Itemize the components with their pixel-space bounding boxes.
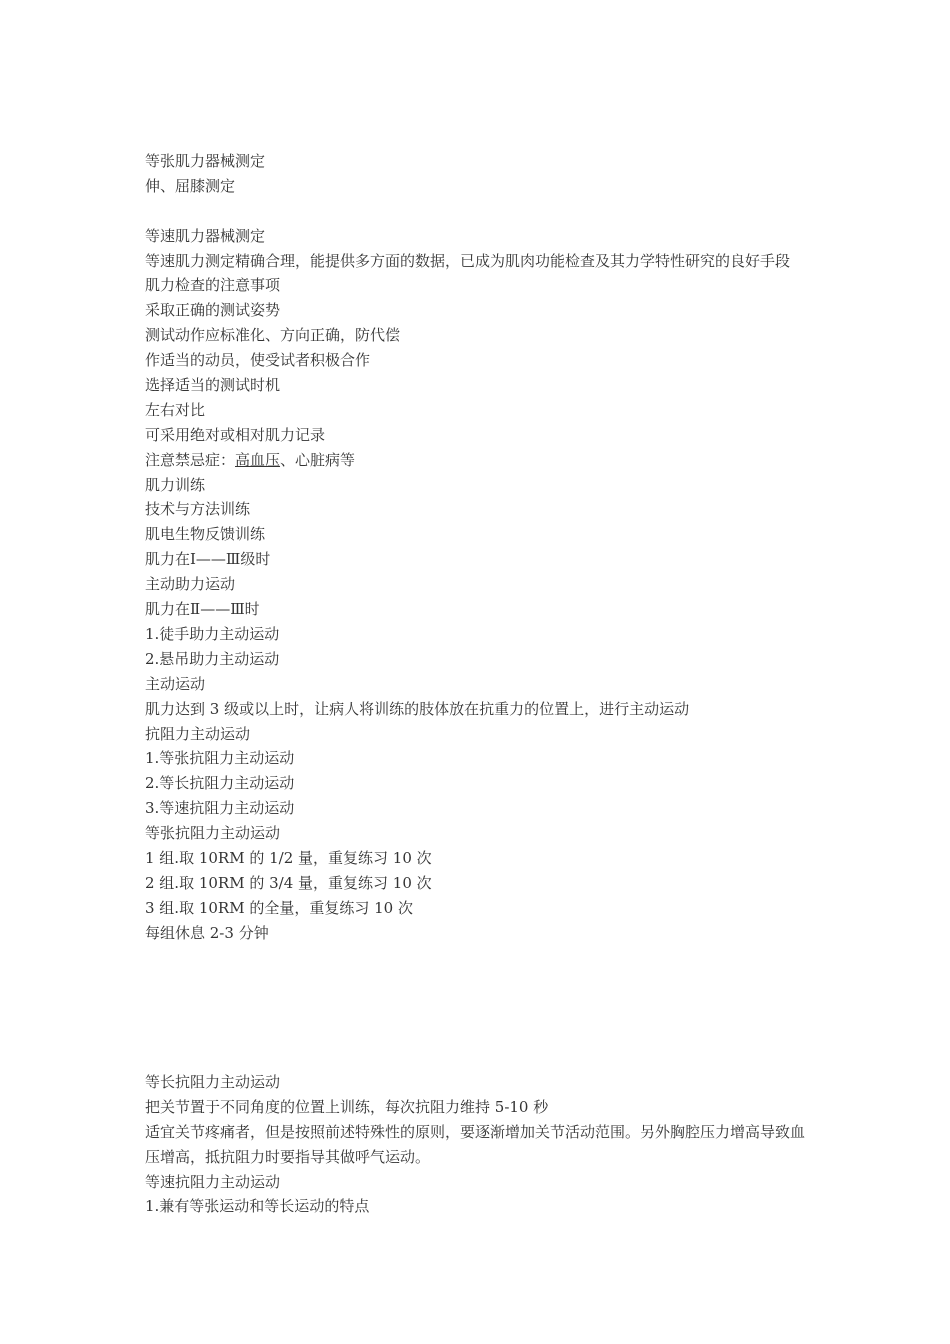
text-line: 等张抗阻力主动运动	[145, 824, 281, 843]
contraindication-line	[145, 448, 815, 473]
text-line: 等速抗阻力主动运动	[145, 1172, 281, 1191]
text-block-1	[145, 149, 815, 946]
text-line: 等速肌力器械测定	[145, 226, 266, 245]
hypertension-link[interactable]: 高血压	[235, 450, 281, 469]
text-line: 等长抗阻力主动运动	[145, 1073, 281, 1091]
text-paragraph: 适宜关节疼痛者，但是按照前述特殊性的原则，要逐渐增加关节活动范围。另外胸腔压力增高导致血压增高，抵抗阻力时要指导其做呼气运动。	[145, 1122, 806, 1166]
text-span: 、心脏病等	[280, 450, 356, 469]
text-span: 注意禁忌症：	[145, 450, 236, 469]
text-line: 测试动作应标准化、方向正确，防代偿	[145, 326, 401, 345]
text-paragraph: 等速肌力测定精确合理，能提供多方面的数据，已成为肌肉功能检查及其力学特性研究的良好手段	[145, 251, 791, 270]
text-line: 抗阻力主动运动	[145, 724, 251, 743]
text-line: 伸、屈膝测定	[145, 176, 236, 195]
text-line: 3.等速抗阻力主动运动	[145, 799, 295, 818]
text-line: 主动助力运动	[145, 575, 236, 594]
text-line: 等张肌力器械测定	[145, 152, 266, 170]
text-line: 把关节置于不同角度的位置上训练，每次抗阻力维持 5-10 秒	[145, 1097, 549, 1116]
text-line: 1 组.取 10RM 的 1/2 量，重复练习 10 次	[145, 848, 432, 867]
text-line: 采取正确的测试姿势	[145, 301, 281, 320]
text-line: 肌电生物反馈训练	[145, 525, 266, 544]
text-line: 主动运动	[145, 674, 206, 693]
text-line: 1.徒手助力主动运动	[145, 624, 280, 643]
text-line: 左右对比	[145, 400, 206, 419]
text-line: 肌力训练	[145, 475, 206, 494]
text-line: 作适当的动员，使受试者积极合作	[145, 351, 371, 370]
text-line: 选择适当的测试时机	[145, 376, 281, 395]
text-line: 肌力在Ⅰ——Ⅲ级时	[145, 550, 271, 569]
text-line: 1.等张抗阻力主动运动	[145, 749, 295, 768]
text-line: 3 组.取 10RM 的全量，重复练习 10 次	[145, 898, 413, 917]
text-line: 1.兼有等张运动和等长运动的特点	[145, 1197, 370, 1216]
text-line: 2 组.取 10RM 的 3/4 量，重复练习 10 次	[145, 873, 432, 892]
text-line: 每组休息 2-3 分钟	[145, 923, 269, 942]
text-line: 肌力在Ⅱ——Ⅲ时	[145, 600, 260, 619]
text-line: 肌力达到 3 级或以上时，让病人将训练的肢体放在抗重力的位置上，进行主动运动	[145, 699, 690, 718]
blank-line	[145, 199, 815, 224]
text-line: 2.悬吊助力主动运动	[145, 649, 280, 668]
text-line: 技术与方法训练	[145, 500, 251, 519]
text-line: 可采用绝对或相对肌力记录	[145, 425, 326, 444]
text-line: 肌力检查的注意事项	[145, 276, 281, 295]
text-block-2	[145, 1070, 815, 1219]
text-line: 2.等长抗阻力主动运动	[145, 774, 295, 793]
